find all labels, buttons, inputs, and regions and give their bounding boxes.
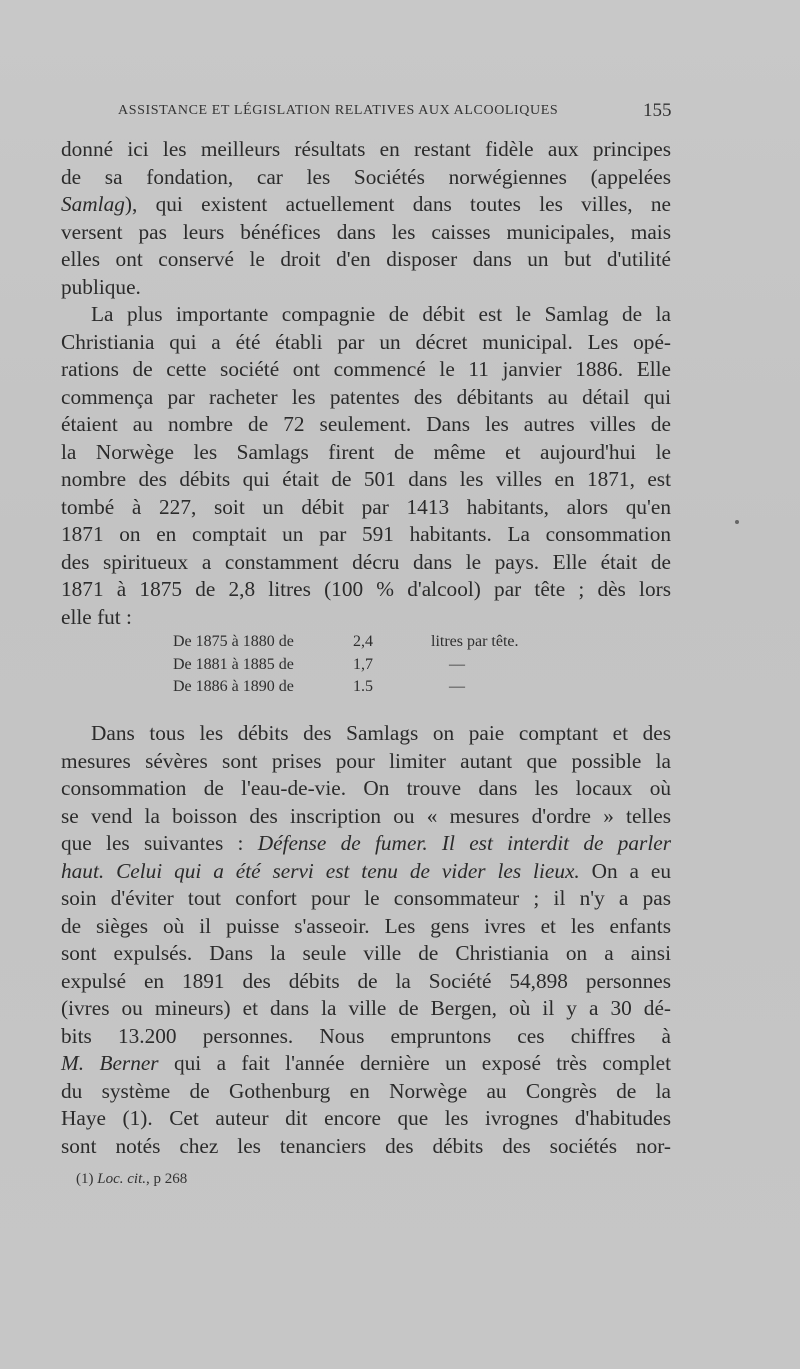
paragraph-3-line: de sièges où il puisse s'asseoir. Les gens ivres et les enfants [61,913,671,938]
paragraph-1-line: donné ici les meilleurs résultats en restant fidèle aux principes [61,137,671,161]
paragraph-3-line: du système de Gothenburg en Norwège au Congrès de la [61,1078,671,1103]
paragraph-3-line: soin d'éviter tout confort pour le consommateur ; il n'y a pas [61,886,671,910]
table-period: De 1886 à 1890 de [173,678,294,695]
paragraph-2-line: Christiania qui a été établi par un décret municipal. Les opé- [61,329,671,354]
paragraph-3-line-rest: qui a fait l'année dernière un exposé très complet [158,1051,671,1075]
paragraph-2-line: 1871 à 1875 de 2,8 litres (100 % d'alcool) par tête ; dès lors [61,577,671,601]
table-row [173,631,573,654]
paragraph-2-line: commença par racheter les patentes des débitants au détail qui [61,384,671,409]
author-name: M. Berner [61,1051,159,1075]
consumption-table [173,631,573,699]
paragraph-3-line [61,858,671,886]
table-period: De 1881 à 1885 de [173,655,294,673]
paragraph-1 [61,136,671,301]
paragraph-2-line: nombre des débits qui était de 501 dans les villes en 1871, est [61,467,671,491]
paragraph-1-line-rest: ), qui existent actuellement dans toutes les villes, ne [124,192,671,216]
paragraph-1-line: de sa fondation, car les Sociétés norwégiennes (appelées [61,164,671,189]
footnote-marker: (1) [76,1171,94,1187]
paragraph-3-line: mesures sévères sont prises pour limiter autant que possible la [61,748,671,773]
samlag-term: Samlag [61,192,125,216]
paragraph-1-line: publique. [61,274,141,299]
table-unit: litres par tête. [431,633,519,650]
paragraph-3-line: (ivres ou mineurs) et dans la ville de Bergen, où il y a 30 dé- [61,996,671,1020]
paragraph-1-line: versent pas leurs bénéfices dans les caisses municipales, mais [61,219,671,244]
paragraph-1-line [61,191,671,219]
paragraph-2-line: rations de cette société ont commencé le 11 janvier 1886. Elle [61,357,671,381]
paragraph-1-line: elles ont conservé le droit d'en disposer dans un but d'utilité [61,247,671,271]
table-unit: — [449,655,465,673]
paragraph-3-line: bits 13.200 personnes. Nous empruntons ces chiffres à [61,1023,671,1048]
paragraph-2 [61,301,671,631]
paragraph-3-line [61,830,671,858]
paragraph-3-line: sont notés chez les tenanciers des débits des sociétés nor- [61,1133,671,1158]
table-unit: — [449,678,465,695]
quoted-notice: haut. Celui qui a été servi est tenu de vider les lieux. [61,858,580,883]
table-period: De 1875 à 1880 de [173,633,294,650]
paragraph-2-line: 1871 on en comptait un par 591 habitants. La consommation [61,522,671,546]
paragraph-3-line [61,1050,671,1078]
table-amount: 1.5 [353,678,373,695]
ink-speck [735,520,739,524]
paragraph-3-line: se vend la boisson des inscription ou « mesures d'ordre » telles [61,803,671,828]
paragraph-3-line: expulsé en 1891 des débits de la Société 54,898 personnes [61,968,671,993]
paragraph-3-line-rest: On a eu [579,858,671,883]
paragraph-3-line: Haye (1). Cet auteur dit encore que les ivrognes d'habitudes [61,1106,671,1130]
table-row [173,654,573,677]
paragraph-2-line: la Norwège les Samlags firent de même et aujourd'hui le [61,439,671,464]
running-title: ASSISTANCE ET LÉGISLATION RELATIVES AUX ALCOOLIQUES [118,103,559,118]
paragraph-2-line: étaient au nombre de 72 seulement. Dans les autres villes de [61,412,671,436]
paragraph-3-line-start: que les suivantes : [61,831,258,855]
paragraph-2-line: tombé à 227, soit un débit par 1413 habitants, alors qu'en [61,494,671,519]
footnote-citation: Loc. cit. [97,1171,146,1187]
footnote [76,1171,187,1188]
paragraph-3-line: consommation de l'eau-de-vie. On trouve dans les locaux où [61,776,671,800]
quoted-notice: Défense de fumer. Il est interdit de parler [257,831,671,855]
footnote-page: , p 268 [146,1171,188,1187]
paragraph-2-line: des spiritueux a constamment décru dans le pays. Elle était de [61,549,671,574]
paragraph-2-line: La plus importante compagnie de débit est le Samlag de la [91,302,671,326]
paragraph-3-line: Dans tous les débits des Samlags on paie comptant et des [91,721,671,745]
paragraph-3 [61,720,671,1160]
paragraph-3-line: sont expulsés. Dans la seule ville de Christiania on a ainsi [61,941,671,965]
table-row [173,676,573,699]
page-number: 155 [643,100,672,121]
table-amount: 1,7 [353,655,373,673]
table-amount: 2,4 [353,633,373,650]
paragraph-2-line: elle fut : [61,604,132,629]
